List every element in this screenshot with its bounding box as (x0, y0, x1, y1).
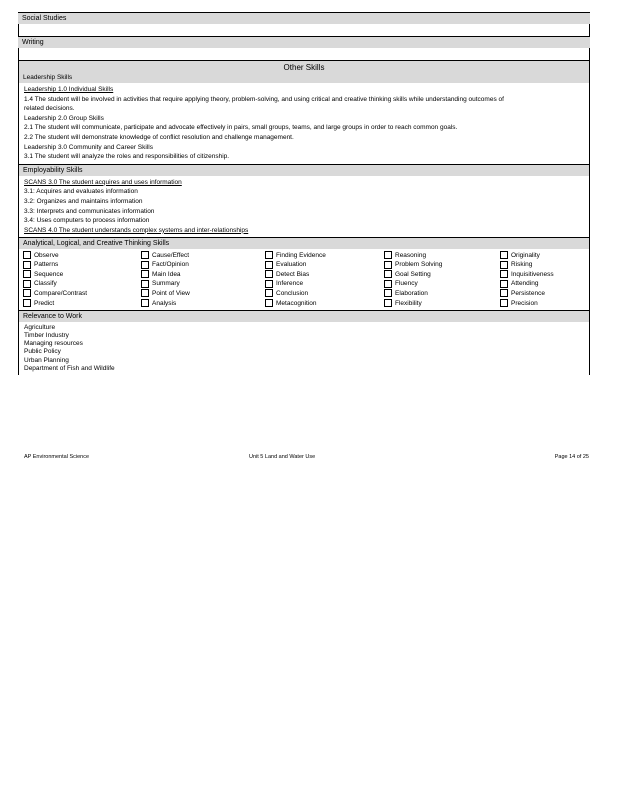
relevance-item: Timber Industry (24, 332, 69, 340)
skill-checkbox-item[interactable] (265, 298, 384, 308)
skill-label: Cause/Effect (152, 251, 190, 259)
social-studies-header: Social Studies (18, 12, 590, 24)
skill-label: Observe (34, 251, 59, 259)
skill-checkbox-item[interactable] (141, 289, 265, 299)
leadership-line: Leadership 2.0 Group Skills (24, 114, 104, 122)
checkbox-icon[interactable] (141, 299, 149, 307)
thinking-skills-checklist (19, 249, 589, 310)
footer-course: AP Environmental Science (24, 454, 90, 460)
checkbox-icon[interactable] (500, 261, 508, 269)
leadership-line: 2.2 The student will demonstrate knowledge of conflict resolution and challenge management. (24, 133, 294, 141)
skill-checkbox-item[interactable] (23, 298, 141, 308)
skill-label: Goal Setting (395, 270, 431, 278)
skill-checkbox-item[interactable] (141, 250, 265, 260)
skill-checkbox-item[interactable] (500, 279, 595, 289)
skill-checkbox-item[interactable] (265, 270, 384, 280)
skill-label: Evaluation (276, 261, 307, 269)
skill-label: Analysis (152, 299, 177, 307)
checkbox-icon[interactable] (500, 251, 508, 259)
skill-checkbox-item[interactable] (265, 289, 384, 299)
skill-label: Metacognition (276, 299, 317, 307)
skill-label: Detect Bias (276, 270, 310, 278)
skill-checkbox-item[interactable] (384, 270, 500, 280)
skill-label: Risking (511, 261, 533, 269)
checkbox-icon[interactable] (500, 299, 508, 307)
skill-checkbox-item[interactable] (141, 279, 265, 289)
skill-checkbox-item[interactable] (500, 298, 595, 308)
skill-label: Precision (511, 299, 538, 307)
checkbox-icon[interactable] (23, 270, 31, 278)
relevance-item: Public Policy (24, 348, 61, 356)
skill-label: Predict (34, 299, 55, 307)
skill-checkbox-item[interactable] (23, 289, 141, 299)
leadership-line: 2.1 The student will communicate, participate and advocate effectively in pairs, small groups, teams, and large groups in order to reach common goals. (24, 124, 458, 132)
skill-checkbox-item[interactable] (23, 260, 141, 270)
skill-checkbox-item[interactable] (265, 260, 384, 270)
relevance-item: Managing resources (24, 340, 83, 348)
skill-label: Persistence (511, 289, 545, 297)
employability-line: SCANS 3.0 The student acquires and uses information (24, 178, 182, 186)
checkbox-icon[interactable] (384, 280, 392, 288)
skill-label: Reasoning (395, 251, 427, 259)
checkbox-icon[interactable] (384, 299, 392, 307)
checkbox-icon[interactable] (384, 270, 392, 278)
leadership-line: Leadership 1.0 Individual Skills (24, 86, 114, 93)
checkbox-icon[interactable] (141, 280, 149, 288)
leadership-line: 1.4 The student will be involved in activities that require applying theory, problem-solving, and using critical and creative thinking skills while understanding outcomes of (24, 95, 504, 103)
employability-line: 3.3: Interprets and communicates information (24, 207, 155, 215)
employability-skills-list (19, 176, 589, 238)
analytical-skills-header: Analytical, Logical, and Creative Thinking Skills (19, 237, 589, 249)
skill-checkbox-item[interactable] (141, 270, 265, 280)
skill-checkbox-item[interactable] (500, 260, 595, 270)
checkbox-icon[interactable] (500, 289, 508, 297)
skill-checkbox-item[interactable] (23, 250, 141, 260)
other-skills-title: Other Skills (283, 63, 325, 72)
leadership-line: 3.1 The student will analyze the roles and responsibilities of citizenship. (24, 153, 230, 161)
skill-checkbox-item[interactable] (23, 279, 141, 289)
skill-checkbox-item[interactable] (384, 279, 500, 289)
skill-checkbox-item[interactable] (384, 289, 500, 299)
employability-line: 3.2: Organizes and maintains information (24, 197, 143, 205)
skill-label: Summary (152, 280, 180, 288)
skill-label: Main Idea (152, 270, 181, 278)
skill-label: Fluency (395, 280, 418, 288)
skill-label: Attending (511, 280, 539, 288)
checkbox-icon[interactable] (23, 299, 31, 307)
skill-label: Point of View (152, 289, 190, 297)
relevance-item: Urban Planning (24, 356, 69, 364)
checkbox-icon[interactable] (23, 280, 31, 288)
skill-checkbox-item[interactable] (141, 260, 265, 270)
skill-label: Originality (511, 251, 540, 259)
checkbox-icon[interactable] (265, 280, 273, 288)
skill-checkbox-item[interactable] (500, 270, 595, 280)
skill-checkbox-item[interactable] (265, 250, 384, 260)
skill-checkbox-item[interactable] (384, 260, 500, 270)
writing-header: Writing (18, 36, 590, 48)
employability-line: 3.4: Uses computers to process information (24, 217, 150, 225)
skill-checkbox-item[interactable] (141, 298, 265, 308)
skill-label: Inquisitiveness (511, 270, 554, 278)
checkbox-icon[interactable] (384, 289, 392, 297)
skill-label: Conclusion (276, 289, 309, 297)
relevance-item: Agriculture (24, 323, 56, 331)
relevance-header: Relevance to Work (19, 310, 589, 322)
skill-checkbox-item[interactable] (500, 250, 595, 260)
leadership-skills-header: Leadership Skills (23, 74, 73, 81)
skill-label: Classify (34, 280, 57, 288)
skill-label: Elaboration (395, 289, 428, 297)
employability-line: 3.1: Acquires and evaluates information (24, 188, 138, 196)
checkbox-icon[interactable] (141, 261, 149, 269)
employability-line: SCANS 4.0 The student understands complex systems and inter-relationships (24, 226, 249, 234)
checkbox-icon[interactable] (265, 261, 273, 269)
skill-label: Sequence (34, 270, 64, 278)
checkbox-icon[interactable] (384, 251, 392, 259)
leadership-line: Leadership 3.0 Community and Career Skills (24, 143, 153, 151)
other-skills-section (18, 60, 590, 375)
footer-unit: Unit 5 Land and Water Use (249, 454, 316, 460)
checkbox-icon[interactable] (500, 270, 508, 278)
skill-checkbox-item[interactable] (384, 250, 500, 260)
skill-checkbox-item[interactable] (265, 279, 384, 289)
social-studies-body (18, 24, 590, 36)
checkbox-icon[interactable] (265, 289, 273, 297)
relevance-list (19, 322, 589, 375)
skill-label: Patterns (34, 261, 59, 269)
leadership-skills-list (19, 83, 589, 164)
checkbox-icon[interactable] (265, 299, 273, 307)
skill-label: Fact/Opinion (152, 261, 189, 269)
leadership-line: related decisions. (24, 105, 75, 113)
skill-label: Finding Evidence (276, 251, 326, 259)
skill-label: Compare/Contrast (34, 289, 88, 297)
relevance-item: Department of Fish and Wildlife (24, 364, 115, 372)
checkbox-icon[interactable] (23, 251, 31, 259)
checkbox-icon[interactable] (500, 280, 508, 288)
skill-checkbox-item[interactable] (500, 289, 595, 299)
document-page (18, 12, 590, 375)
skill-label: Inference (276, 280, 304, 288)
checkbox-icon[interactable] (141, 251, 149, 259)
checkbox-icon[interactable] (141, 289, 149, 297)
checkbox-icon[interactable] (265, 251, 273, 259)
skill-checkbox-item[interactable] (23, 270, 141, 280)
employability-skills-header: Employability Skills (19, 164, 589, 176)
skill-label: Problem Solving (395, 261, 443, 269)
skill-checkbox-item[interactable] (384, 298, 500, 308)
checkbox-icon[interactable] (23, 289, 31, 297)
checkbox-icon[interactable] (23, 261, 31, 269)
checkbox-icon[interactable] (265, 270, 273, 278)
checkbox-icon[interactable] (384, 261, 392, 269)
writing-body (18, 48, 590, 60)
checkbox-icon[interactable] (141, 270, 149, 278)
other-skills-header (19, 60, 589, 83)
skill-label: Flexibility (395, 299, 422, 307)
footer-page-number: Page 14 of 25 (554, 454, 589, 460)
